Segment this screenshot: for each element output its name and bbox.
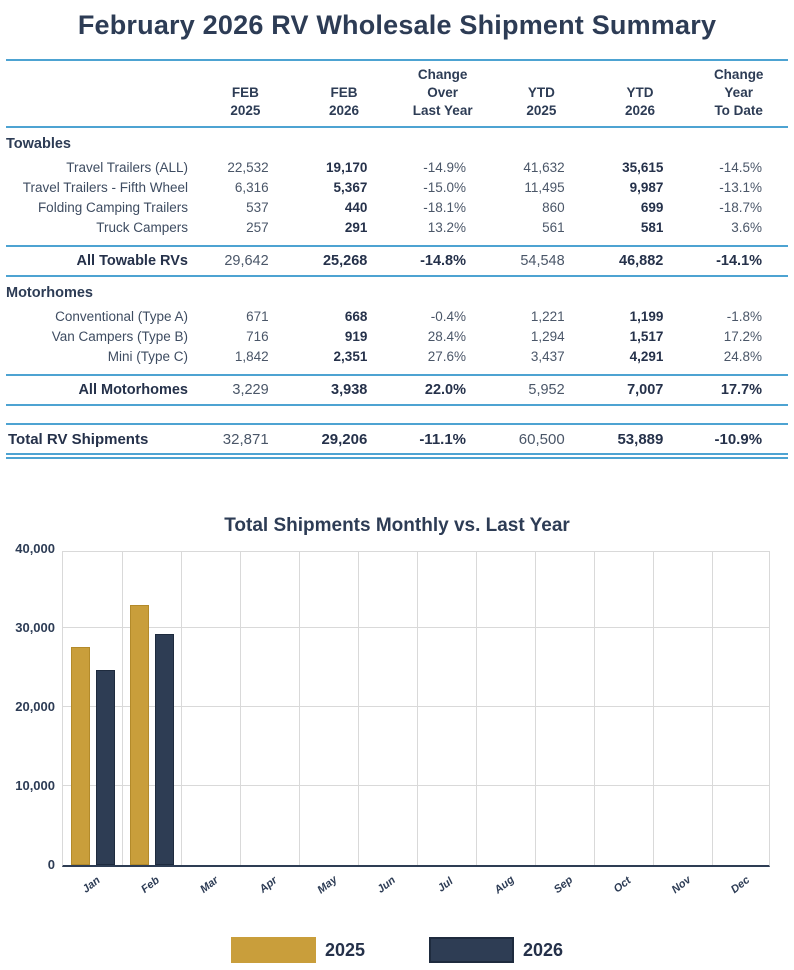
bar-2026-feb	[155, 634, 174, 865]
y-axis-label: 40,000	[15, 541, 55, 556]
gridline-vertical	[653, 552, 654, 865]
gridline-horizontal	[63, 627, 769, 628]
x-axis-label: Mar	[198, 874, 221, 896]
table-row-travel-trailers-fifth-wheel: Travel Trailers - Fifth Wheel 6,316 5,367 -15.0% 11,495 9,987 -13.1%	[22, 179, 763, 195]
chart-plot	[15, 541, 770, 872]
divider	[6, 453, 788, 455]
gridline-vertical	[594, 552, 595, 865]
gridline-vertical	[181, 552, 182, 865]
gridline-vertical	[240, 552, 241, 865]
bar-2026-jan	[96, 670, 115, 865]
header-col-ytd-2025: YTD 2025	[526, 85, 557, 118]
chart-x-axis	[62, 867, 770, 915]
table-row-conventional-type-a: Conventional (Type A) 671 668 -0.4% 1,221 1,199 -1.8%	[55, 308, 763, 324]
bar-2025-feb	[130, 605, 149, 865]
table-row-truck-campers: Truck Campers 257 291 13.2% 561 581 3.6%	[96, 219, 763, 235]
section-label-towables: Towables	[6, 136, 71, 152]
table-row-folding-camping-trailers: Folding Camping Trailers 537 440 -18.1% 860 699 -18.7%	[37, 199, 763, 215]
page-title: February 2026 RV Wholesale Shipment Summary	[77, 10, 717, 40]
y-axis-label: 10,000	[15, 778, 55, 793]
header-col-feb-2026: FEB 2026	[328, 85, 360, 118]
spacer	[6, 406, 788, 423]
x-axis-label: Oct	[611, 874, 634, 896]
gridline-vertical	[476, 552, 477, 865]
x-axis-label: Apr	[257, 874, 280, 896]
bar-chart	[15, 541, 770, 915]
header-col-ytd-2026: YTD 2026	[625, 85, 656, 118]
table-row-travel-trailers-all: Travel Trailers (ALL) 22,532 19,170 -14.9% 41,632 35,615 -14.5%	[66, 159, 763, 175]
y-axis-label: 0	[47, 857, 55, 872]
table-row-total-rv-shipments: Total RV Shipments 32,871 29,206 -11.1% 60,500 53,889 -10.9%	[8, 430, 763, 448]
legend-swatch-2026	[429, 937, 514, 963]
x-axis-label: Dec	[728, 874, 753, 896]
header-col-change-ytd: Change Year To Date	[713, 67, 764, 118]
x-axis-label: Feb	[139, 874, 162, 896]
x-axis-label: Jul	[435, 875, 456, 895]
header-col-feb-2025: FEB 2025	[230, 85, 261, 118]
table-header	[6, 61, 788, 126]
header-col-label	[6, 66, 196, 120]
legend-item-2025	[231, 937, 365, 963]
divider-double	[6, 457, 788, 459]
x-axis-label: May	[315, 873, 340, 897]
x-axis-label: Jan	[80, 874, 103, 896]
legend-label-2026: 2026	[523, 939, 564, 960]
table-row-van-campers-type-b: Van Campers (Type B) 716 919 28.4% 1,294 1,517 17.2%	[51, 328, 763, 344]
legend-swatch-2025	[231, 937, 316, 963]
gridline-vertical	[358, 552, 359, 865]
y-axis-label: 20,000	[15, 699, 55, 714]
x-axis-label: Aug	[492, 873, 517, 897]
chart-title: Total Shipments Monthly vs. Last Year	[224, 515, 570, 536]
legend-item-2026	[429, 937, 563, 963]
gridline-vertical	[535, 552, 536, 865]
gridline-vertical	[299, 552, 300, 865]
legend-label-2025: 2025	[324, 939, 365, 960]
table-row-all-motorhomes: All Motorhomes 3,229 3,938 22.0% 5,952 7,007 17.7%	[78, 382, 763, 398]
table-row-all-towable-rvs: All Towable RVs 29,642 25,268 -14.8% 54,548 46,882 -14.1%	[76, 253, 763, 269]
gridline-vertical	[417, 552, 418, 865]
x-axis-label: Jun	[375, 874, 398, 896]
shipment-summary-table	[6, 59, 788, 459]
gridline-vertical	[712, 552, 713, 865]
gridline-vertical	[122, 552, 123, 865]
table-row-mini-type-c: Mini (Type C) 1,842 2,351 27.6% 3,437 4,291 24.8%	[107, 348, 763, 364]
header-col-change-over-last-year: Change Over Last Year	[412, 67, 473, 118]
bar-2025-jan	[71, 647, 90, 865]
chart-legend	[0, 937, 794, 963]
y-axis-label: 30,000	[15, 620, 55, 635]
section-label-motorhomes: Motorhomes	[6, 285, 93, 301]
x-axis-label: Nov	[669, 873, 694, 897]
x-axis-label: Sep	[551, 874, 576, 896]
